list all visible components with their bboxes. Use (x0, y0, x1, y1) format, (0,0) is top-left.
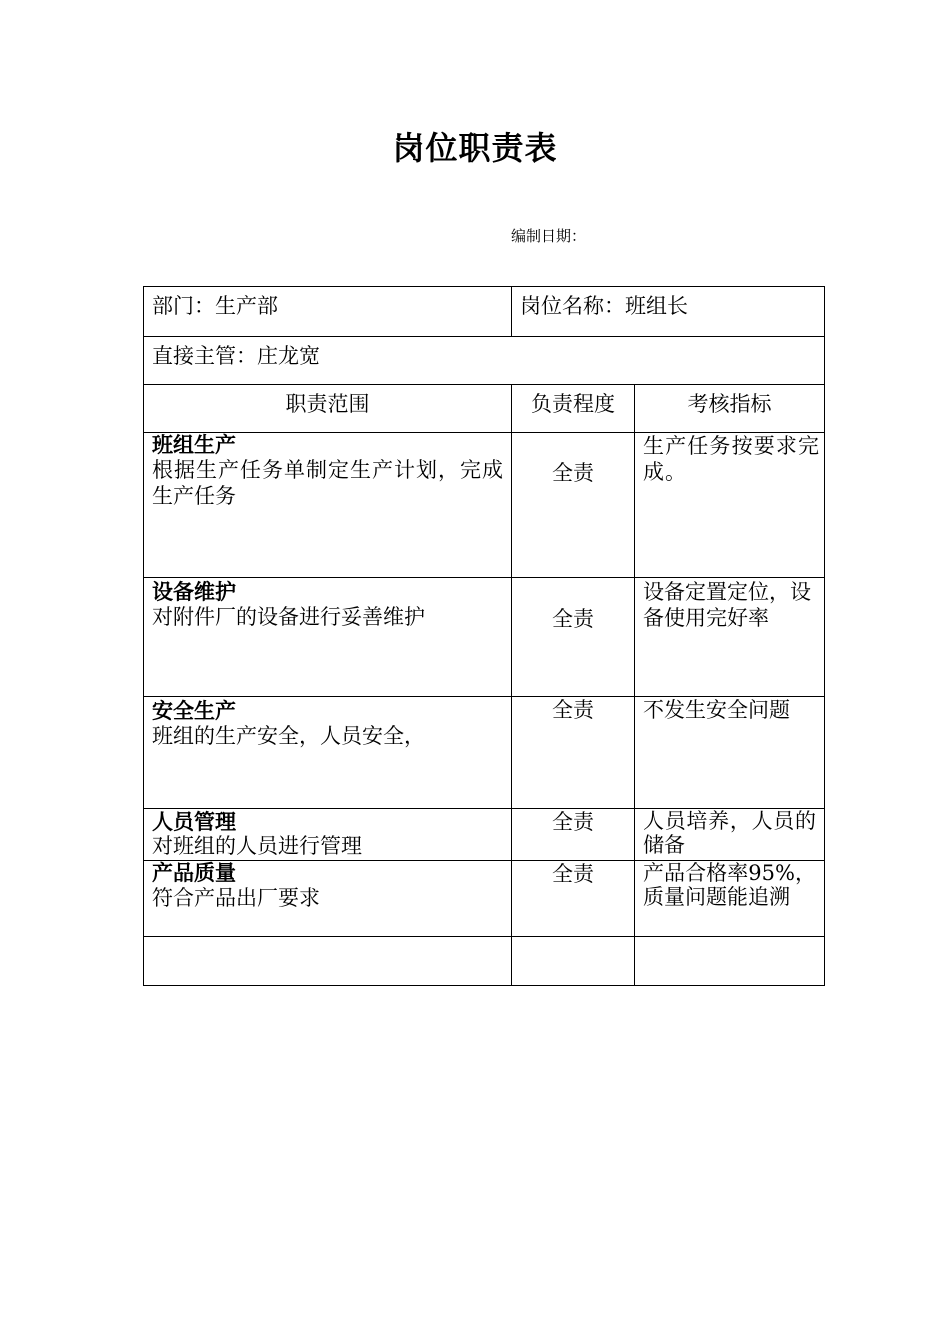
empty-cell (512, 937, 635, 986)
degree-cell: 全责 (512, 861, 635, 937)
scope-cell (144, 809, 512, 861)
row-description: 根据生产任务单制定生产计划，完成生产任务 (152, 458, 503, 508)
supervisor-cell: 直接主管：庄龙宽 (144, 337, 825, 385)
row-description: 符合产品出厂要求 (152, 886, 320, 910)
kpi-cell: 人员培养，人员的储备 (635, 809, 825, 861)
responsibility-table (143, 286, 825, 986)
row-title: 设备维护 (152, 580, 236, 604)
scope-cell (144, 578, 512, 697)
col-header-scope: 职责范围 (144, 385, 512, 433)
table-row (144, 433, 825, 578)
empty-cell (635, 937, 825, 986)
col-header-degree: 负责程度 (512, 385, 635, 433)
row-title: 产品质量 (152, 861, 236, 885)
row-description: 班组的生产安全，人员安全， (152, 724, 425, 748)
header-row-2 (144, 337, 825, 385)
page-title: 岗位职责表 (392, 129, 558, 167)
scope-cell (144, 697, 512, 809)
table-row (144, 697, 825, 809)
column-header-row (144, 385, 825, 433)
degree-cell: 全责 (512, 578, 635, 697)
header-row-1 (144, 287, 825, 337)
kpi-cell: 生产任务按要求完成。 (635, 433, 825, 578)
empty-row (144, 937, 825, 986)
kpi-cell: 产品合格率95%，质量问题能追溯 (635, 861, 825, 937)
scope-cell (144, 861, 512, 937)
department-cell: 部门：生产部 (144, 287, 512, 337)
table-row (144, 578, 825, 697)
row-title: 班组生产 (152, 433, 236, 457)
kpi-cell: 不发生安全问题 (635, 697, 825, 809)
table-row (144, 861, 825, 937)
scope-cell (144, 433, 512, 578)
row-description: 对班组的人员进行管理 (152, 834, 362, 858)
col-header-kpi: 考核指标 (635, 385, 825, 433)
degree-cell: 全责 (512, 433, 635, 578)
date-label: 编制日期： (511, 227, 587, 245)
degree-cell: 全责 (512, 697, 635, 809)
table-row (144, 809, 825, 861)
degree-cell: 全责 (512, 809, 635, 861)
position-cell: 岗位名称：班组长 (512, 287, 825, 337)
row-title: 人员管理 (152, 810, 236, 834)
row-description: 对附件厂的设备进行妥善维护 (152, 605, 425, 629)
row-title: 安全生产 (152, 699, 236, 723)
kpi-cell: 设备定置定位，设备使用完好率 (635, 578, 825, 697)
empty-cell (144, 937, 512, 986)
